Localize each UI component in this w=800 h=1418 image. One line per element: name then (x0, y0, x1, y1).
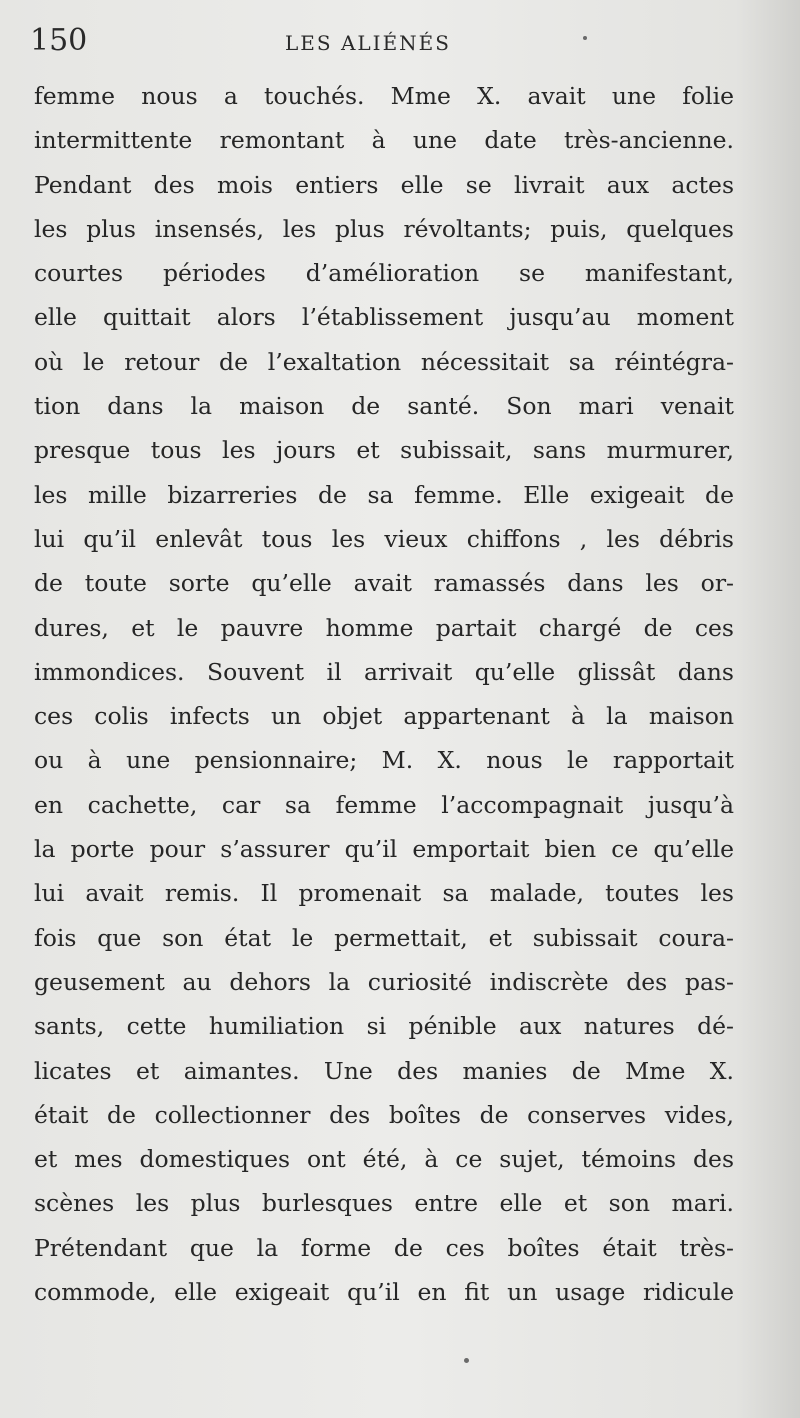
ink-speck (583, 36, 587, 40)
text-line: elle quittait alors l’établissement jusqu’au moment (34, 303, 734, 332)
text-line: de toute sorte qu’elle avait ramassés dans les or- (34, 569, 734, 598)
text-line: commode, elle exigeait qu’il en fit un usage ridicule (34, 1278, 734, 1307)
text-line: lui avait remis. Il promenait sa malade, toutes les (34, 879, 734, 908)
text-line: Prétendant que la forme de ces boîtes était très- (34, 1233, 734, 1262)
text-line: dures, et le pauvre homme partait chargé de ces (34, 613, 734, 642)
ink-speck (464, 1358, 469, 1363)
text-line: en cachette, car sa femme l’accompagnait jusqu’à (34, 790, 734, 819)
text-line: femme nous a touchés. Mme X. avait une folie (34, 82, 734, 110)
text-line: licates et aimantes. Une des manies de Mme X. (34, 1056, 734, 1085)
page-number: 150 (30, 23, 88, 58)
text-line: immondices. Souvent il arrivait qu’elle glissât dans (34, 657, 734, 686)
text-line: la porte pour s’assurer qu’il emportait bien ce qu’elle (34, 835, 734, 864)
running-head: LES ALIÉNÉS (285, 31, 451, 55)
text-line: sants, cette humiliation si pénible aux natures dé- (34, 1012, 734, 1041)
text-line: tion dans la maison de santé. Son mari venait (34, 392, 734, 421)
text-line: lui qu’il enlevât tous les vieux chiffons , les débris (34, 524, 734, 553)
text-line: était de collectionner des boîtes de conserves vides, (34, 1100, 734, 1129)
text-line: les mille bizarreries de sa femme. Elle exigeait de (34, 480, 734, 509)
text-line: où le retour de l’exaltation nécessitait sa réintégra- (34, 347, 734, 376)
text-line: et mes domestiques ont été, à ce sujet, témoins des (34, 1145, 734, 1174)
body-text (34, 74, 734, 1314)
text-line: geusement au dehors la curiosité indiscrète des pas- (34, 967, 734, 996)
text-line: Pendant des mois entiers elle se livrait aux actes (34, 170, 734, 199)
text-line: scènes les plus burlesques entre elle et son mari. (34, 1189, 734, 1218)
text-line: intermittente remontant à une date très-ancienne. (34, 126, 734, 155)
text-line: courtes périodes d’amélioration se manifestant, (34, 259, 734, 288)
text-line: les plus insensés, les plus révoltants; puis, quelques (34, 214, 734, 243)
text-line: fois que son état le permettait, et subissait coura- (34, 923, 734, 952)
text-line: presque tous les jours et subissait, sans murmurer, (34, 436, 734, 465)
text-line: ces colis infects un objet appartenant à la maison (34, 702, 734, 731)
text-line: ou à une pensionnaire; M. X. nous le rapportait (34, 746, 734, 775)
